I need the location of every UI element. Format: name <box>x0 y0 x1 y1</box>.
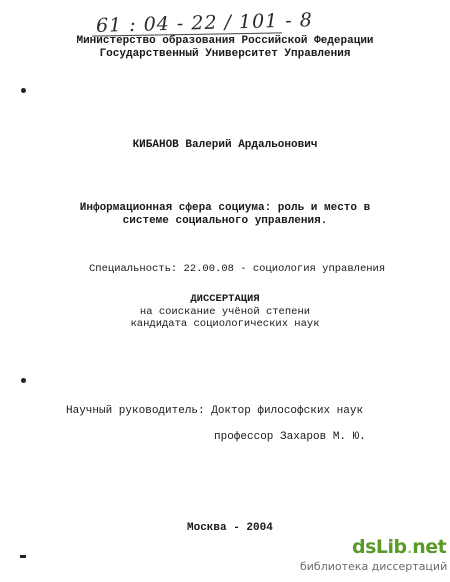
logo-dot: . <box>406 536 413 558</box>
author-name: КИБАНОВ Валерий Ардальонович <box>132 139 318 151</box>
supervisor-line-2: профессор Захаров М. Ю. <box>214 431 366 443</box>
binding-mark <box>21 378 26 383</box>
dissertation-label: ДИССЕРТАЦИЯ <box>190 293 260 305</box>
logo-tld: net <box>412 536 447 558</box>
degree-line-1: на соискание учёной степени <box>139 306 311 318</box>
place-year: Москва - 2004 <box>187 522 273 534</box>
logo-main: dsLib <box>352 536 407 558</box>
university-line: Государственный Университет Управления <box>99 48 351 60</box>
binding-mark <box>20 555 26 558</box>
thesis-title-line-1: Информационная сфера социума: роль и место в <box>79 202 371 214</box>
binding-mark <box>21 88 26 93</box>
handwritten-archive-code: 61 : 04 - 22 / 101 - 8 <box>95 9 314 37</box>
dslib-logo <box>352 536 446 558</box>
degree-line-2: кандидата социологических наук <box>130 318 320 330</box>
specialty-line: Специальность: 22.00.08 - социология управления <box>89 263 386 275</box>
watermark-subtitle: библиотека диссертаций <box>300 560 448 573</box>
thesis-title-line-2: системе социального управления. <box>122 215 328 227</box>
ministry-line: Министерство образования Российской Федерации <box>76 35 374 47</box>
supervisor-line-1: Научный руководитель: Доктор философских наук <box>66 405 364 417</box>
